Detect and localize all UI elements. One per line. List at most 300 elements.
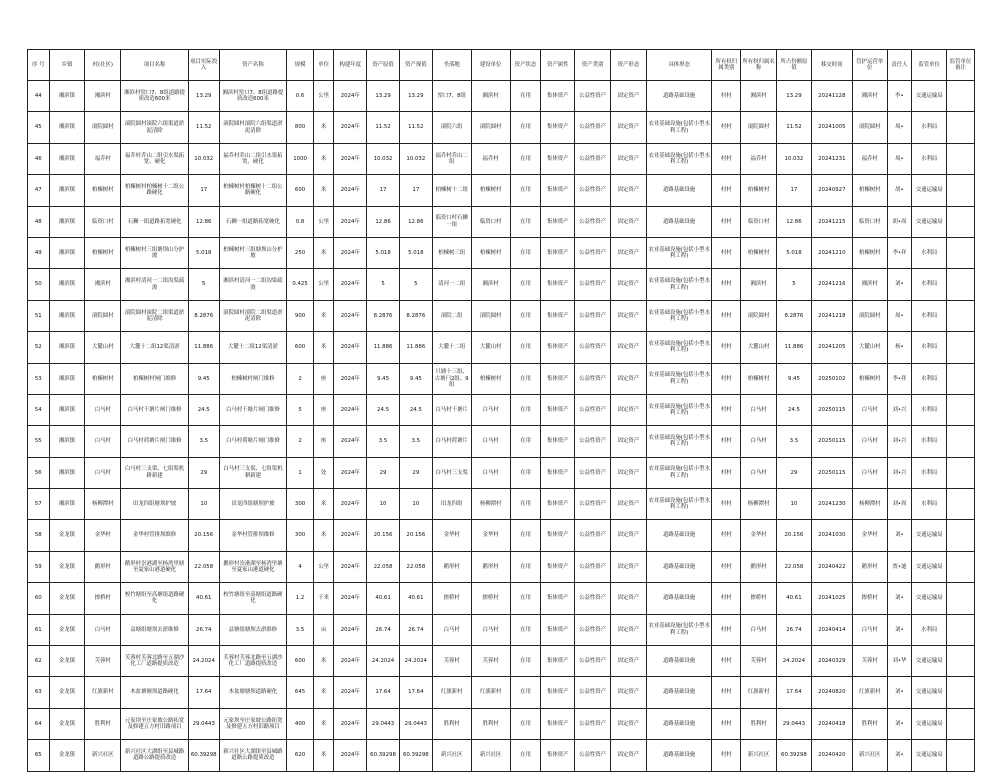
table-cell: 柏楝树村 [852,237,887,268]
table-cell: 柏楝树村闸门维修 [219,363,287,394]
table-cell: 2024年 [334,708,367,739]
table-cell: 村村 [712,269,741,300]
table-cell: 白马村荷塘片 [432,426,471,457]
table-cell: 交通运输局 [912,708,947,739]
table-cell: 红旗新村 [852,677,887,708]
table-cell: 公益性资产 [575,394,611,425]
table-cell: 集体资产 [541,583,575,614]
table-cell: 白马村 [852,457,887,488]
table-cell: 刘•周 [887,489,912,520]
table-cell: 20250115 [811,426,852,457]
table-cell: 58 [28,520,50,551]
table-cell: 5 [287,394,314,425]
table-cell: 2024年 [334,81,367,112]
table-cell: 田龙四组塘坝护坡 [219,489,287,520]
table-cell: 金龙镇 [49,614,85,645]
table-cell: 公里 [313,206,333,237]
table-cell: 固定资产 [611,206,647,237]
table-cell [947,583,975,614]
table-cell: 20240422 [811,551,852,582]
table-cell: 45 [28,112,50,143]
table-cell: 柏楝树村 [471,237,510,268]
table-cell: 在用 [510,269,541,300]
table-cell: 46 [28,143,50,174]
table-cell: 13.29 [399,81,432,112]
table-cell: 在用 [510,81,541,112]
table-cell: 26.74 [776,614,811,645]
table-cell: 20.156 [399,520,432,551]
table-cell [947,520,975,551]
table-cell: 集体资产 [541,112,575,143]
table-cell: 白马村 [741,457,777,488]
table-cell: 20241025 [811,583,852,614]
table-cell: 杨柳潭村 [471,489,510,520]
table-cell: 公益性资产 [575,112,611,143]
table-cell: 红旗新村 [741,677,777,708]
table-cell: 村村 [712,363,741,394]
table-cell: 3.5 [399,426,432,457]
table-cell: 52 [28,332,50,363]
table-cell: 湘滨村 [741,81,777,112]
column-header: 资产名称 [219,50,287,81]
table-cell: 公益性资产 [575,614,611,645]
table-cell: 13.29 [776,81,811,112]
table-cell: 滚院圆村滚院二组渠道淤泥清除 [121,300,189,331]
table-cell [947,740,975,771]
table-cell: 临资口村 [852,206,887,237]
table-cell: 临资口村石狮一组 [432,206,471,237]
table-cell: 湘滨镇 [49,237,85,268]
table-cell: 在用 [510,708,541,739]
column-header: 管护运营单位 [852,50,887,81]
table-cell: 村村 [712,112,741,143]
table-cell: 石狮一组道路拓宽硬化 [121,206,189,237]
table-cell: 5.018 [776,237,811,268]
table-cell: 鹅形村 [741,551,777,582]
table-cell: 固定资产 [611,112,647,143]
table-cell: 11.52 [188,112,219,143]
table-cell: 鹅形村崇港湖至杨湾里塘至夏家山港道硬化 [121,551,189,582]
table-cell: 在用 [510,489,541,520]
table-cell: 柏楝树三组 [432,237,471,268]
table-cell: 湘滨村清河一二组沟渠疏浚 [219,269,287,300]
table-cell: 杨柳潭村 [85,489,121,520]
table-cell: 40.61 [776,583,811,614]
table-cell: 65 [28,740,50,771]
table-cell: 湘滨镇 [49,426,85,457]
table-cell [947,614,975,645]
table-cell: 公益性资产 [575,269,611,300]
table-cell: 2024年 [334,583,367,614]
column-header: 规模 [287,50,314,81]
table-cell: 擦桥村 [432,583,471,614]
table-cell: 2 [287,363,314,394]
column-header: 项目实际投入 [188,50,219,81]
table-cell: 米 [313,143,333,174]
table-cell: 3.5 [188,426,219,457]
table-cell: 集体资产 [541,269,575,300]
table-cell: 2024年 [334,740,367,771]
table-cell: 61 [28,614,50,645]
table-cell: 水利局 [912,457,947,488]
table-cell: 4 [287,551,314,582]
table-cell: 600 [287,175,314,206]
table-cell: 胜利村 [741,708,777,739]
table-cell: 10 [367,489,400,520]
table-cell: 座 [313,363,333,394]
table-cell: 白马村 [85,614,121,645]
table-cell: 村村 [712,394,741,425]
table-cell: 22.058 [776,551,811,582]
table-cell: 水利局 [912,237,947,268]
table-cell: 在用 [510,394,541,425]
table-cell: 刘•华 [887,646,912,677]
column-header: 监管单位 [912,50,947,81]
table-cell: 在用 [510,583,541,614]
table-cell: 柏楝树十二组 [432,175,471,206]
table-cell: 座 [313,394,333,425]
table-cell: 湘滨镇 [49,300,85,331]
table-row [28,646,975,677]
table-cell: 2024年 [334,489,367,520]
table-cell: 湘滨村 [852,81,887,112]
table-cell: 29.0443 [776,708,811,739]
table-cell: 集体资产 [541,237,575,268]
table-cell: 滚院六组 [432,112,471,143]
table-cell: 农业基础设施(包括小型水利工程) [646,614,712,645]
table-cell: 湘滨村 [471,81,510,112]
table-cell: 公益性资产 [575,237,611,268]
table-cell: 农业基础设施(包括小型水利工程) [646,237,712,268]
table-cell: 公里 [313,269,333,300]
table-cell: 24.2024 [399,646,432,677]
table-cell [947,677,975,708]
table-cell: 20240414 [811,614,852,645]
table-cell: 集体资产 [541,740,575,771]
table-cell: 胜利村 [85,708,121,739]
table-cell: 3.5 [367,426,400,457]
table-cell: 湘滨镇 [49,175,85,206]
table-cell: 水利局 [912,300,947,331]
table-cell: 固定资产 [611,740,647,771]
table-cell: 白马村 [741,426,777,457]
table-cell: 临资口村 [85,206,121,237]
table-cell: 20.156 [188,520,219,551]
table-cell: 刘• [887,520,912,551]
table-cell: 9.45 [399,363,432,394]
column-header: 资产类别 [575,50,611,81]
table-cell: 农业基础设施(包括小型水利工程) [646,112,712,143]
table-cell [947,143,975,174]
table-cell: 公益性资产 [575,363,611,394]
table-cell: 村村 [712,520,741,551]
table-cell: 在用 [510,520,541,551]
table-cell: 2024年 [334,677,367,708]
table-cell: 在用 [510,614,541,645]
table-cell: 11.886 [399,332,432,363]
table-cell: 2024年 [334,426,367,457]
table-cell: 校竹塘组至高塘组道路硬化 [219,583,287,614]
table-row [28,175,975,206]
table-cell: 水利局 [912,363,947,394]
table-cell: 集体资产 [541,394,575,425]
table-cell: 5.018 [399,237,432,268]
table-cell: 0.8 [287,206,314,237]
table-cell: 集体资产 [541,332,575,363]
table-cell: 2024年 [334,394,367,425]
table-cell: 擦桥村 [85,583,121,614]
table-row [28,489,975,520]
table-cell: 固定资产 [611,269,647,300]
table-cell: 道路基础设施 [646,551,712,582]
table-cell: 芙蓉村 [432,646,471,677]
table-cell: 24.5 [367,394,400,425]
table-cell: 13.29 [188,81,219,112]
table-cell: 集体资产 [541,206,575,237]
table-cell: 17.64 [188,677,219,708]
table-row [28,740,975,771]
table-cell: 集体资产 [541,708,575,739]
table-cell: 20.156 [367,520,400,551]
table-cell: 交通运输局 [912,740,947,771]
table-cell [947,551,975,582]
table-cell: 只塘十三组、古塘闩2组、9组 [432,363,471,394]
table-cell: 8.2876 [188,300,219,331]
table-cell: 20241218 [811,300,852,331]
table-cell: 道路基础设施 [646,708,712,739]
table-cell: 金龙镇 [49,646,85,677]
table-cell: 5.018 [188,237,219,268]
table-cell: 鹅形村 [471,551,510,582]
table-cell: 40.61 [367,583,400,614]
table-cell: 湘滨镇 [49,394,85,425]
table-cell: 村村 [712,206,741,237]
table-cell: 大麓十二组12渠清淤 [121,332,189,363]
table-cell: 刘• [887,614,912,645]
column-header: 序 号 [28,50,50,81]
table-cell: 金龙镇 [49,551,85,582]
table-cell: 固定资产 [611,237,647,268]
table-cell: 20240927 [811,175,852,206]
table-cell: 福乔村 [741,143,777,174]
table-cell: 益塘组塘坝去淤维修 [121,614,189,645]
table-row [28,300,975,331]
table-cell: 益塘组塘坝去淤维修 [219,614,287,645]
column-header: 构建年度 [334,50,367,81]
table-cell: 20250102 [811,363,852,394]
table-cell: 农业基础设施(包括小型水利工程) [646,300,712,331]
table-cell: 柏楝树村 [852,363,887,394]
table-cell: 湘滨镇 [49,363,85,394]
table-cell: 固定资产 [611,363,647,394]
table-cell: 29 [776,457,811,488]
table-cell: 在用 [510,112,541,143]
table-cell: 60.39298 [776,740,811,771]
table-row [28,708,975,739]
table-cell: 水利局 [912,489,947,520]
table-cell: 亩 [313,614,333,645]
table-cell: 在用 [510,206,541,237]
table-cell: 固定资产 [611,81,647,112]
table-cell: 村村 [712,457,741,488]
table-cell: 5 [399,269,432,300]
table-cell: 李• [887,81,912,112]
table-cell: 农业基础设施(包括小型水利工程) [646,143,712,174]
table-cell: 刘• [887,708,912,739]
table-cell: 芙蓉村 [471,646,510,677]
table-cell: 水利局 [912,332,947,363]
table-cell: 擦桥村 [741,583,777,614]
table-cell: 临资口村 [471,206,510,237]
table-cell: 白马村 [741,614,777,645]
table-cell: 20240329 [811,646,852,677]
table-cell: 千米 [313,583,333,614]
table-cell: 20241128 [811,81,852,112]
table-cell [947,363,975,394]
table-cell: 新兴社区 [85,740,121,771]
table-cell: 村村 [712,175,741,206]
table-cell: 集体资产 [541,551,575,582]
table-cell: 11.886 [188,332,219,363]
table-cell: 白马村三支渠 [432,457,471,488]
table-cell: 红旗新村 [85,677,121,708]
table-cell: 李•祥 [887,363,912,394]
table-cell: 20240418 [811,708,852,739]
table-cell: 福乔村乔山二组引水渠拓宽、硬化 [219,143,287,174]
table-cell: 400 [287,708,314,739]
table-cell: 新兴社区大湖组至县城路道路公路提质改造 [121,740,189,771]
table-cell: 17.64 [367,677,400,708]
table-cell: 在用 [510,551,541,582]
table-cell: 村村 [712,237,741,268]
table-cell: 滚院圆村 [471,112,510,143]
table-cell: 农业基础设施(包括小型水利工程) [646,332,712,363]
table-cell [947,708,975,739]
table-cell: 胡• [887,175,912,206]
table-cell: 固定资产 [611,300,647,331]
column-header: 所占份额原值 [776,50,811,81]
table-cell: 固定资产 [611,708,647,739]
table-cell: 集体资产 [541,520,575,551]
table-cell: 滚院圆村滚院六组渠道淤泥清除 [121,112,189,143]
table-row [28,112,975,143]
table-cell: 10.032 [188,143,219,174]
table-cell: 擦桥村 [471,583,510,614]
table-cell: 在用 [510,363,541,394]
table-cell: 固定资产 [611,457,647,488]
table-cell: 交通运输局 [912,520,947,551]
table-cell: 600 [287,332,314,363]
table-cell: 公益性资产 [575,520,611,551]
table-cell: 固定资产 [611,143,647,174]
table-cell: 金龙镇 [49,583,85,614]
table-cell: 17.64 [399,677,432,708]
column-header: 移交时间 [811,50,852,81]
table-cell: 公益性资产 [575,457,611,488]
table-cell: 44 [28,81,50,112]
table-cell: 5.018 [367,237,400,268]
table-cell: 1.2 [287,583,314,614]
table-cell: 湘滨村窑口7、8组道路提质改造600米 [121,81,189,112]
table-cell: 17.64 [776,677,811,708]
table-cell: 24.5 [776,394,811,425]
table-cell: 22.058 [188,551,219,582]
table-cell: 29 [399,457,432,488]
table-cell: 47 [28,175,50,206]
table-cell: 29.0443 [367,708,400,739]
table-cell: 金华村 [741,520,777,551]
table-cell: 在用 [510,457,541,488]
table-cell: 周• [887,112,912,143]
table-cell: 鹅形村 [852,551,887,582]
table-cell: 在用 [510,300,541,331]
table-cell: 0.425 [287,269,314,300]
table-cell: 12.86 [188,206,219,237]
table-cell: 湘滨村清河一二组沟渠疏浚 [121,269,189,300]
table-cell: 2 [287,426,314,457]
column-header: 坐落地 [432,50,471,81]
table-cell: 在用 [510,237,541,268]
table-cell: 40.61 [399,583,432,614]
table-cell: 福乔村乔山二组 [432,143,471,174]
table-row [28,363,975,394]
table-cell: 26.74 [367,614,400,645]
table-cell: 24.2024 [776,646,811,677]
table-cell: 柏楝树村 [85,175,121,206]
table-cell: 村村 [712,489,741,520]
table-row [28,551,975,582]
table-cell: 20241231 [811,143,852,174]
table-cell: 村村 [712,143,741,174]
table-cell: 刘• [887,740,912,771]
table-cell: 2024年 [334,237,367,268]
table-cell: 白马村荷塘片闸门维修 [219,426,287,457]
table-cell: 20240820 [811,677,852,708]
table-cell: 道路基础设施 [646,677,712,708]
table-cell: 交通运输局 [912,583,947,614]
table-cell: 22.058 [367,551,400,582]
table-cell: 固定资产 [611,332,647,363]
table-cell: 杨柳潭村 [852,489,887,520]
table-cell: 胡•周 [887,206,912,237]
table-cell: 红旗新村 [471,677,510,708]
table-cell [947,489,975,520]
table-cell: 擦桥村 [852,583,887,614]
table-cell: 滚院圆村 [852,300,887,331]
table-cell: 645 [287,677,314,708]
table-row [28,143,975,174]
table-cell: 10 [399,489,432,520]
table-row [28,237,975,268]
table-cell: 白马村荷塘片闸门维修 [121,426,189,457]
table-cell: 公里 [313,551,333,582]
table-cell: 大麓十二组 [432,332,471,363]
table-cell: 在用 [510,677,541,708]
table-cell: 在用 [510,740,541,771]
table-cell: 公益性资产 [575,740,611,771]
column-header: 所有权归属类别 [712,50,741,81]
table-cell: 56 [28,457,50,488]
table-cell: 2024年 [334,520,367,551]
table-cell: 刘• [887,583,912,614]
table-cell: 水利局 [912,394,947,425]
table-cell: 20250115 [811,457,852,488]
table-cell: 柏楝树村三组塘坝山分护坡 [219,237,287,268]
table-cell: 1000 [287,143,314,174]
table-cell: 8.2876 [776,300,811,331]
table-cell: 福乔村乔山二组引水渠拓宽、硬化 [121,143,189,174]
table-cell: 11.52 [367,112,400,143]
